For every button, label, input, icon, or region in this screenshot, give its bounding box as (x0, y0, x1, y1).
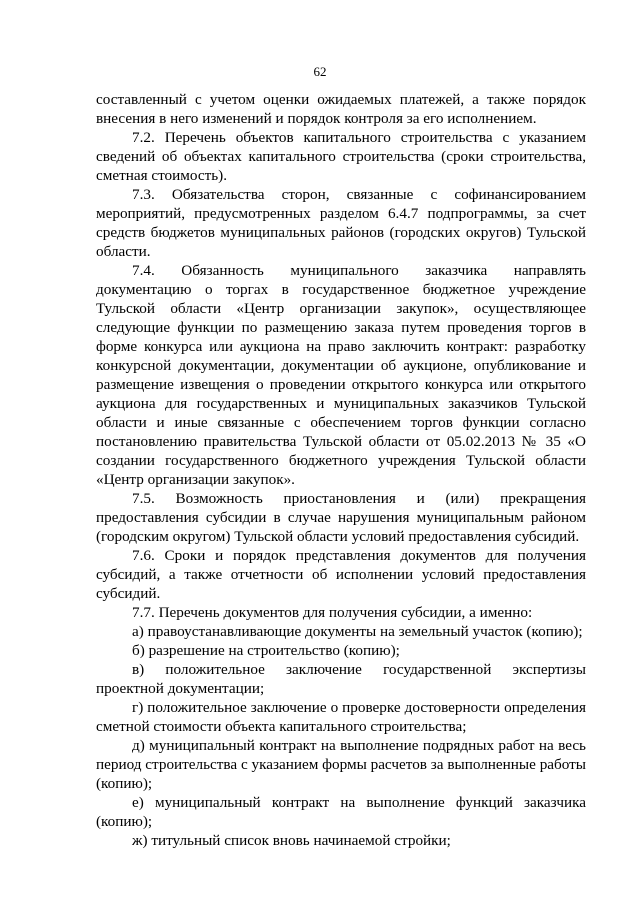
paragraph-7-7: 7.7. Перечень документов для получения субсидии, а именно: (132, 604, 533, 621)
paragraph-7-2: 7.2. Перечень объектов капитального строительства с указанием сведений об объектах капитального строительства (сроки строительства, сметная стоимость). (96, 129, 586, 184)
list-item-d: д) муниципальный контракт на выполнение подрядных работ на весь период строительства с указанием формы расчетов за выполненные работы (копию); (96, 737, 586, 792)
list-item-e: е) муниципальный контракт на выполнение функций заказчика (копию); (96, 794, 586, 830)
paragraph-7-3: 7.3. Обязательства сторон, связанные с софинансированием мероприятий, предусмотренных разделом 6.4.7 подпрограммы, за счет средств бюджетов муниципальных районов (городских округов) Тульской области. (96, 186, 586, 260)
list-item-v: в) положительное заключение государственной экспертизы проектной документации; (96, 661, 586, 697)
paragraph-7-5: 7.5. Возможность приостановления и (или) прекращения предоставления субсидии в случае нарушения муниципальным районом (городским округом) Тульской области условий предоставления субсидий. (96, 490, 586, 545)
list-item-g: г) положительное заключение о проверке достоверности определения сметной стоимости объекта капитального строительства; (96, 699, 586, 735)
list-item-zh: ж) титульный список вновь начинаемой стройки; (132, 832, 451, 849)
document-text (96, 90, 586, 850)
paragraph-continuation: составленный с учетом оценки ожидаемых платежей, а также порядок внесения в него изменений и порядок контроля за его исполнением. (96, 91, 586, 127)
paragraph-7-6: 7.6. Сроки и порядок представления документов для получения субсидий, а также отчетности об исполнении условий предоставления субсидий. (96, 547, 586, 602)
paragraph-7-4: 7.4. Обязанность муниципального заказчика направлять документацию о торгах в государственное бюджетное учреждение Тульской области «Центр организации закупок», осуществляющее следующие функции по размещению заказа путем проведения торгов в форме конкурса или аукциона на право заключить контракт: разработку конкурсной документации, документации об аукционе, опубликование и размещение извещения о проведении открытого конкурса или открытого аукциона для государственных и муниципальных заказчиков Тульской области и иные связанные с обеспечением торгов функции согласно постановлению правительства Тульской области от 05.02.2013 № 35 «О создании государственного бюджетного учреждения Тульской области «Центр организации закупок». (96, 262, 586, 488)
list-item-a: а) правоустанавливающие документы на земельный участок (копию); (132, 623, 583, 640)
list-item-b: б) разрешение на строительство (копию); (132, 642, 400, 659)
page-number: 62 (313, 64, 327, 79)
